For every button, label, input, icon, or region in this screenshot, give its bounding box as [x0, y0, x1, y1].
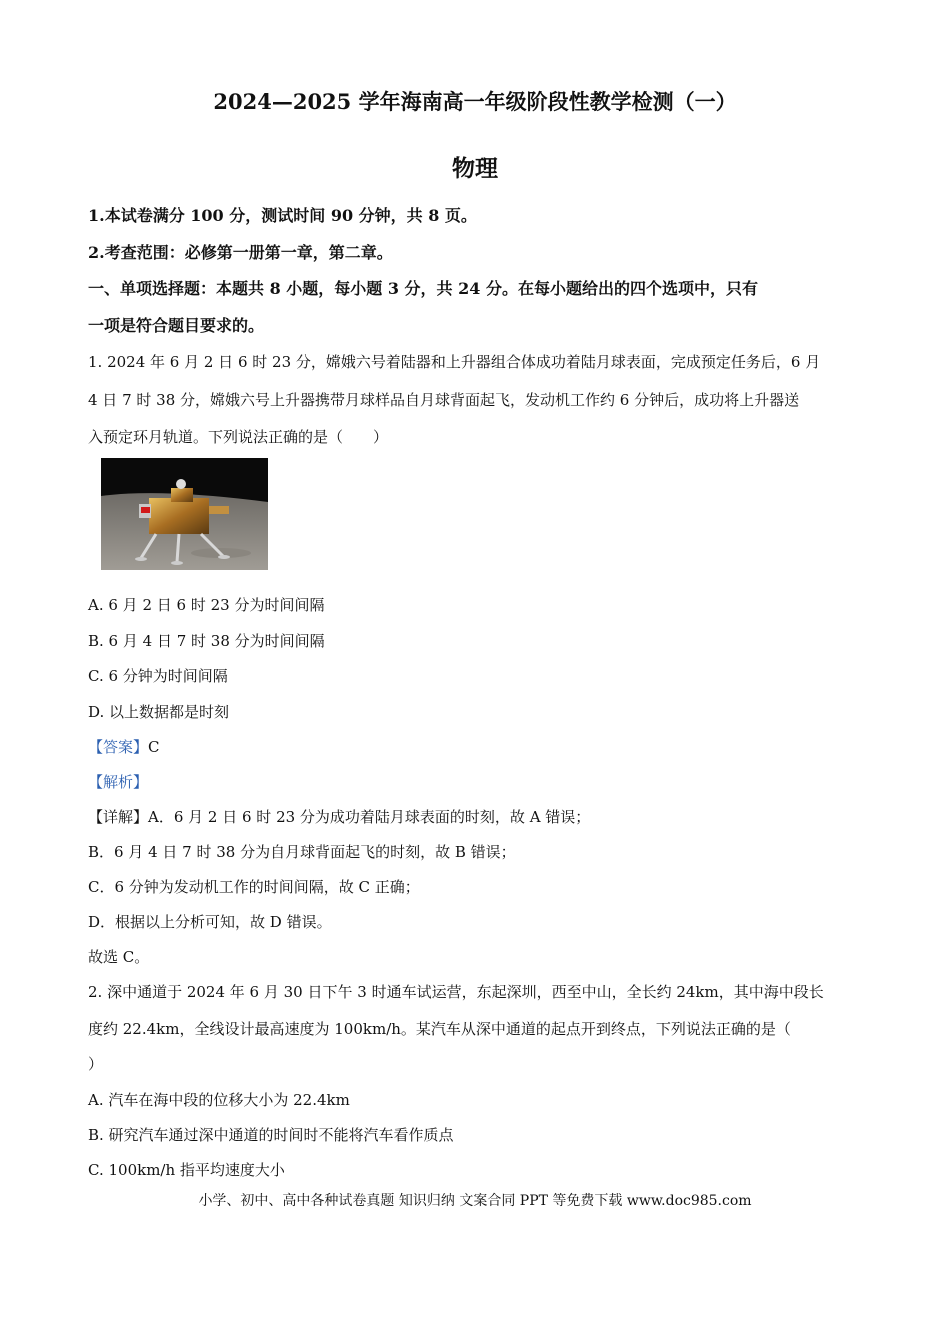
q2-stem-line-1: 2. 深中通道于 2024 年 6 月 30 日下午 3 时通车试运营，东起深圳，西至中山，全长约 24km，其中海中段长	[88, 983, 824, 1001]
q1-option-a: A. 6 月 2 日 6 时 23 分为时间间隔	[88, 596, 325, 614]
answer-value: C	[148, 738, 160, 756]
q1-stem-line-3: 入预定环月轨道。下列说法正确的是（ ）	[88, 428, 389, 446]
section-heading-line-2: 一项是符合题目要求的。	[88, 316, 265, 335]
q1-option-b: B. 6 月 4 日 7 时 38 分为时间间隔	[88, 632, 325, 650]
q1-stem-line-1: 1. 2024 年 6 月 2 日 6 时 23 分，嫦娥六号着陆器和上升器组合体成功着陆月球表面，完成预定任务后，6 月	[88, 353, 821, 371]
q1-detail-3: C．6 分钟为发动机工作的时间间隔，故 C 正确；	[88, 878, 420, 896]
lunar-lander-illustration	[101, 458, 268, 570]
q2-option-c: C. 100km/h 指平均速度大小	[88, 1161, 285, 1179]
lunar-lander-photo	[101, 458, 268, 570]
subject-title: 物理	[452, 155, 498, 182]
q1-detail-2: B．6 月 4 日 7 时 38 分为自月球背面起飞的时刻，故 B 错误；	[88, 843, 516, 861]
q2-stem-line-3: ）	[88, 1055, 104, 1073]
note-2: 2.考查范围：必修第一册第一章，第二章。	[88, 243, 393, 262]
q1-stem-line-2: 4 日 7 时 38 分，嫦娥六号上升器携带月球样品自月球背面起飞，发动机工作约 6 分钟后，成功将上升器送	[88, 391, 800, 409]
q1-answer	[88, 736, 160, 758]
q1-option-d: D. 以上数据都是时刻	[88, 703, 230, 721]
section-heading-line-1: 一、单项选择题：本题共 8 小题，每小题 3 分，共 24 分。在每小题给出的四个选项中，只有	[88, 279, 758, 298]
q1-option-c: C. 6 分钟为时间间隔	[88, 667, 228, 685]
note-1: 1.本试卷满分 100 分，测试时间 90 分钟，共 8 页。	[88, 206, 477, 225]
analysis-tag: 【解析】	[88, 773, 149, 791]
answer-tag: 【答案】	[88, 738, 149, 756]
q1-detail-4: D．根据以上分析可知，故 D 错误。	[88, 913, 332, 931]
q2-stem-line-2: 度约 22.4km，全线设计最高速度为 100km/h。某汽车从深中通道的起点开到终点，下列说法正确的是（	[88, 1020, 791, 1038]
q1-detail-1: 【详解】A．6 月 2 日 6 时 23 分为成功着陆月球表面的时刻，故 A 错误；	[88, 808, 591, 826]
q1-detail-5: 故选 C。	[88, 948, 150, 966]
page-footer: 小学、初中、高中各种试卷真题 知识归纳 文案合同 PPT 等免费下载 www.doc985.com	[198, 1193, 752, 1209]
q2-option-b: B. 研究汽车通过深中通道的时间时不能将汽车看作质点	[88, 1126, 454, 1144]
exam-title: 2024—2025 学年海南高一年级阶段性教学检测（一）	[213, 89, 737, 114]
q2-option-a: A. 汽车在海中段的位移大小为 22.4km	[88, 1091, 350, 1109]
